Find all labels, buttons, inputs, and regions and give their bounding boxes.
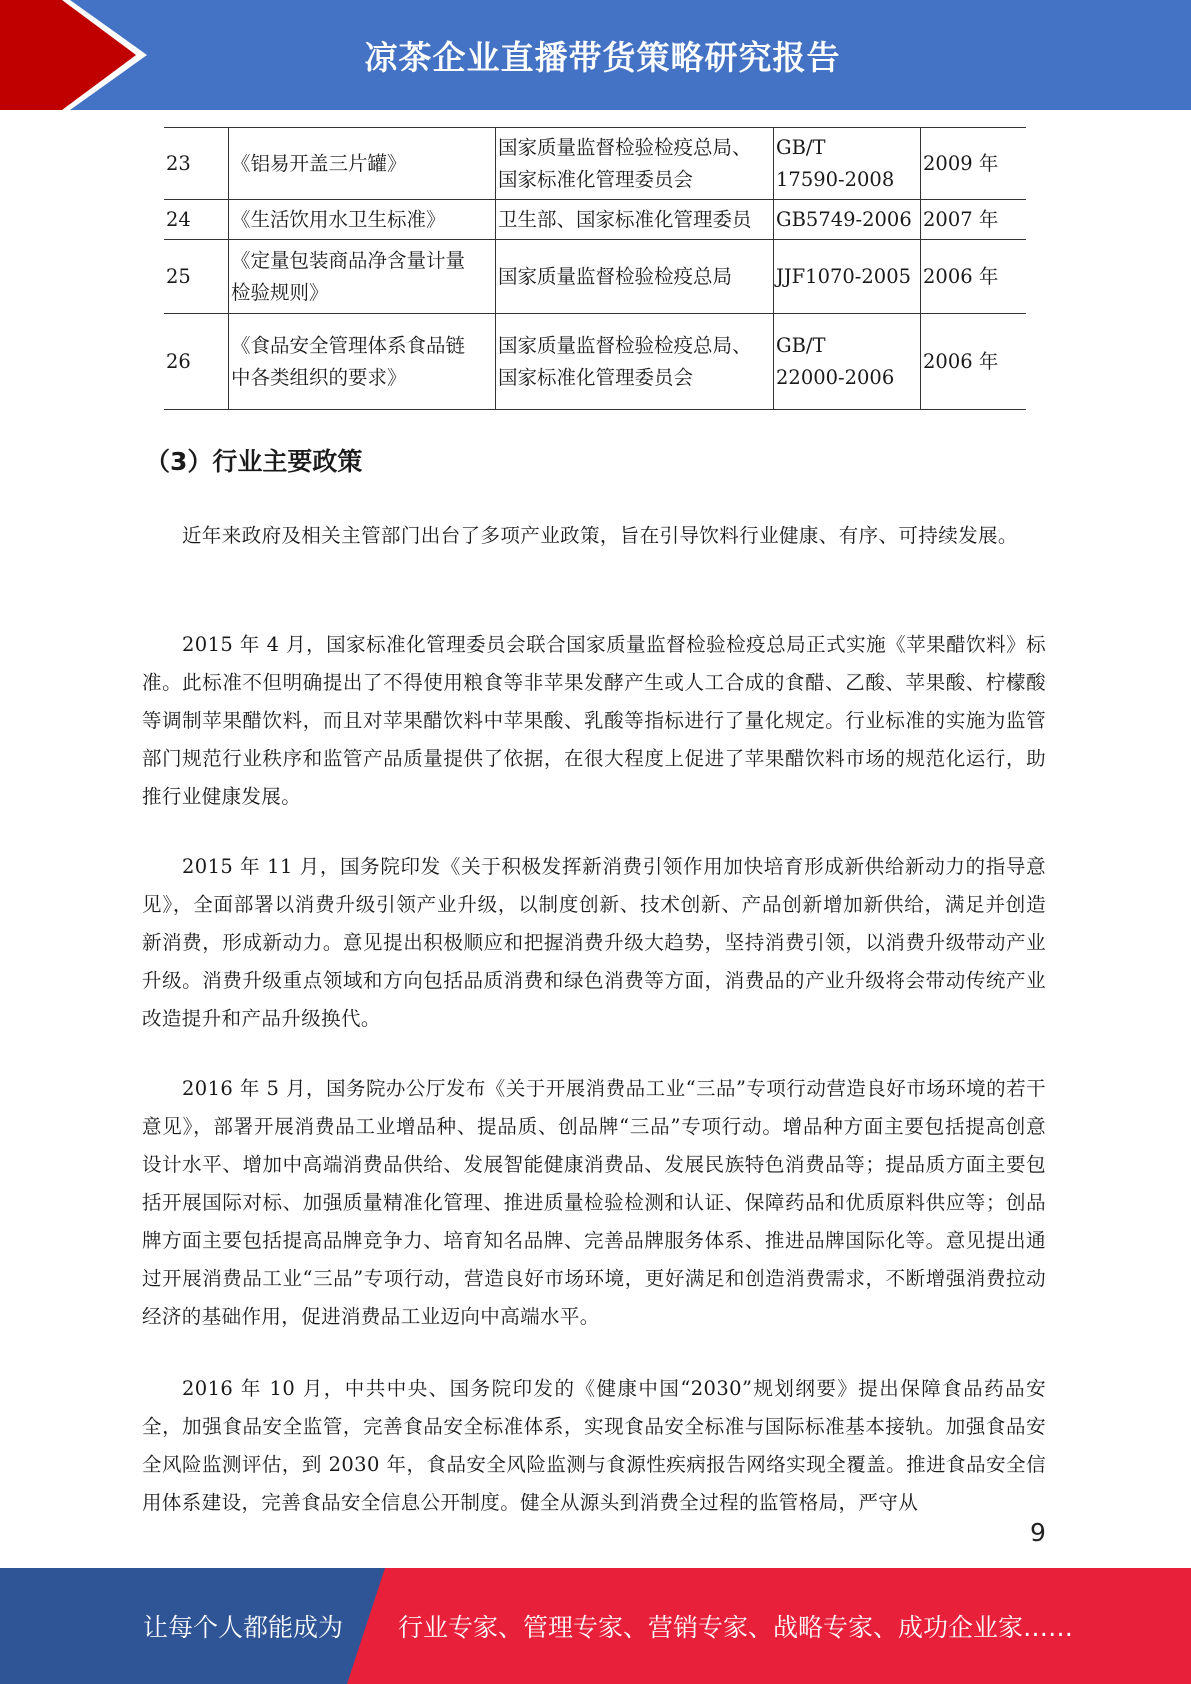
name-line: 《食品安全管理体系食品链	[231, 333, 466, 357]
page-header	[0, 0, 1191, 110]
table-row	[164, 128, 1026, 200]
table-row	[164, 240, 1026, 314]
row-number: 23	[164, 128, 229, 200]
year: 2006 年	[921, 240, 1027, 314]
row-number: 24	[164, 200, 229, 240]
body-paragraph: 2016 年 5 月，国务院办公厅发布《关于开展消费品工业“三品”专项行动营造良好市场环境的若干意见》，部署开展消费品工业增品种、提品质、创品牌“三品”专项行动。增品种方面主要包括提高创意设计水平、增加中高端消费品供给、发展智能健康消费品、发展民族特色消费品等；提品质方面主要包括开展国际对标、加强质量精准化管理、推进质量检验检测和认证、保障药品和优质原料供应等；创品牌方面主要包括提高品牌竞争力、培育知名品牌、完善品牌服务体系、推进品牌国际化等。意见提出通过开展消费品工业“三品”专项行动，营造良好市场环境，更好满足和创造消费需求，不断增强消费拉动经济的基础作用，促进消费品工业迈向中高端水平。	[142, 1077, 1046, 1328]
code-line: 17590-2008	[776, 167, 895, 191]
standard-name: 《铝易开盖三片罐》	[229, 128, 496, 200]
issuing-organization	[496, 128, 774, 200]
issuing-organization: 国家质量监督检验检疫总局	[496, 240, 774, 314]
body-paragraph: 2015 年 4 月，国家标准化管理委员会联合国家质量监督检验检疫总局正式实施《苹果醋饮料》标准。此标准不但明确提出了不得使用粮食等非苹果发酵产生或人工合成的食醋、乙酸、苹果酸、柠檬酸等调制苹果醋饮料，而且对苹果醋饮料中苹果酸、乳酸等指标进行了量化规定。行业标准的实施为监管部门规范行业秩序和监管产品质量提供了依据，在很大程度上促进了苹果醋饮料市场的规范化运行，助推行业健康发展。	[142, 633, 1046, 808]
code-line: GB/T	[776, 135, 826, 159]
standard-name: 《生活饮用水卫生标准》	[229, 200, 496, 240]
standard-code	[774, 128, 921, 200]
body-paragraph: 2016 年 10 月，中共中央、国务院印发的《健康中国“2030”规划纲要》提出保障食品药品安全，加强食品安全监管，完善食品安全标准体系，实现食品安全标准与国际标准基本接轨。加强食品安全风险监测评估，到 2030 年，食品安全风险监测与食源性疾病报告网络实现全覆盖。推进食品安全信用体系建设，完善食品安全信息公开制度。健全从源头到消费全过程的监管格局，严守从	[142, 1377, 1046, 1514]
standard-name	[229, 314, 496, 410]
table-row	[164, 314, 1026, 410]
standard-code: JJF1070-2005	[774, 240, 921, 314]
row-number: 25	[164, 240, 229, 314]
footer-slogan-left: 让每个人都能成为	[143, 1613, 344, 1642]
footer-slogan-right: 行业专家、管理专家、营销专家、战略专家、成功企业家……	[398, 1613, 1074, 1642]
org-line: 国家质量监督检验检疫总局、	[498, 333, 752, 357]
name-line: 检验规则》	[231, 280, 329, 304]
standard-name	[229, 240, 496, 314]
code-line: GB/T	[776, 333, 826, 357]
section-heading: （3）行业主要政策	[145, 447, 363, 476]
standard-code	[774, 314, 921, 410]
body-paragraph: 2015 年 11 月，国务院印发《关于积极发挥新消费引领作用加快培育形成新供给新动力的指导意见》，全面部署以消费升级引领产业升级，以制度创新、技术创新、产品创新增加新供给，满足并创造新消费，形成新动力。意见提出积极顺应和把握消费升级大趋势，坚持消费引领，以消费升级带动产业升级。消费升级重点领域和方向包括品质消费和绿色消费等方面，消费品的产业升级将会带动传统产业改造提升和产品升级换代。	[142, 855, 1046, 1030]
row-number: 26	[164, 314, 229, 410]
report-title: 凉茶企业直播带货策略研究报告	[364, 37, 841, 77]
year: 2009 年	[921, 128, 1027, 200]
table-row	[164, 200, 1026, 240]
org-line: 国家标准化管理委员会	[498, 365, 694, 389]
issuing-organization	[496, 200, 774, 240]
year: 2006 年	[921, 314, 1027, 410]
standard-code: GB5749-2006	[774, 200, 921, 240]
org-line: 国家标准化管理委员会	[498, 167, 694, 191]
page-number: 9	[1030, 1518, 1046, 1547]
page-footer	[0, 1568, 1191, 1684]
issuing-organization	[496, 314, 774, 410]
org-line: 卫生部、国家标准化管理委员	[498, 207, 752, 231]
standards-table	[164, 127, 1026, 410]
org-line: 国家质量监督检验检疫总局、	[498, 135, 752, 159]
year: 2007 年	[921, 200, 1027, 240]
name-line: 中各类组织的要求》	[231, 365, 407, 389]
name-line: 《定量包装商品净含量计量	[231, 248, 466, 272]
body-paragraph: 近年来政府及相关主管部门出台了多项产业政策，旨在引导饮料行业健康、有序、可持续发展。	[182, 524, 1018, 547]
code-line: 22000-2006	[776, 365, 895, 389]
